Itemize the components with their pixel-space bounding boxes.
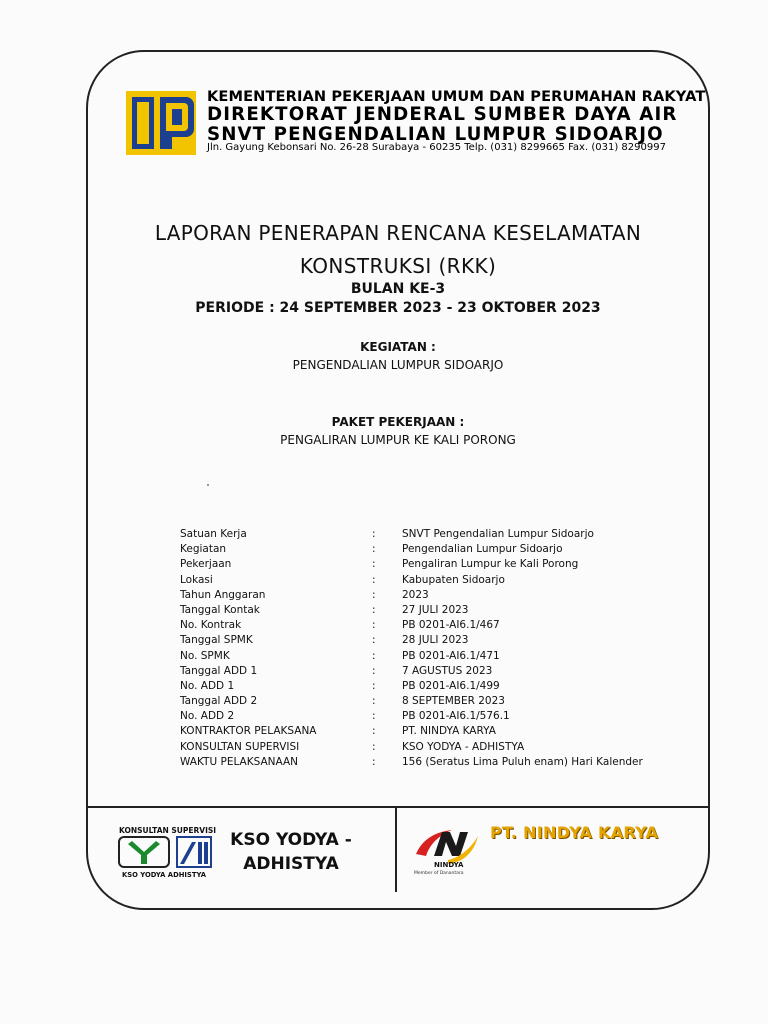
document-border bbox=[86, 50, 710, 910]
detail-value: 2023 bbox=[402, 588, 429, 601]
detail-label: Tanggal Kontak bbox=[180, 603, 260, 616]
detail-label: KONSULTAN SUPERVISI bbox=[180, 740, 300, 753]
detail-colon: : bbox=[372, 573, 376, 586]
detail-label: No. ADD 2 bbox=[180, 710, 235, 723]
detail-colon: : bbox=[372, 619, 376, 632]
detail-colon: : bbox=[372, 710, 376, 723]
detail-label: No. Kontrak bbox=[180, 619, 242, 632]
detail-label: Lokasi bbox=[180, 573, 213, 586]
title-month: BULAN KE-3 bbox=[350, 281, 446, 297]
detail-value: Kabupaten Sidoarjo bbox=[402, 573, 505, 586]
consultant-name-line-1: KSO YODYA - bbox=[230, 830, 352, 850]
consultant-name bbox=[226, 828, 356, 876]
detail-colon: : bbox=[372, 543, 376, 556]
header-ministry: KEMENTERIAN PEKERJAAN UMUM DAN PERUMAHAN RAKYAT bbox=[207, 88, 706, 105]
detail-row bbox=[180, 649, 643, 664]
detail-value: PB 0201-AI6.1/467 bbox=[402, 619, 500, 632]
paket-value: PENGALIRAN LUMPUR KE KALI PORONG bbox=[280, 433, 516, 447]
detail-label: WAKTU PELAKSANAAN bbox=[180, 755, 299, 768]
adhistya-logo-icon bbox=[176, 836, 212, 868]
title-line-1: LAPORAN PENERAPAN RENCANA KESELAMATAN bbox=[154, 221, 642, 245]
header-address: Jln. Gayung Kebonsari No. 26-28 Surabaya - 60235 Telp. (031) 8299665 Fax. (031) 8290997 bbox=[207, 142, 666, 153]
contractor-name: PT. NINDYA KARYA bbox=[490, 823, 659, 842]
detail-value: Pengendalian Lumpur Sidoarjo bbox=[402, 543, 563, 556]
detail-value: 8 SEPTEMBER 2023 bbox=[402, 695, 505, 708]
detail-label: Tanggal SPMK bbox=[180, 634, 253, 647]
detail-label: Pekerjaan bbox=[180, 558, 232, 571]
detail-value: PB 0201-AI6.1/471 bbox=[402, 649, 500, 662]
detail-value: 27 JULI 2023 bbox=[402, 603, 469, 616]
nindya-wordmark: NINDYA bbox=[434, 861, 464, 869]
detail-value: PT. NINDYA KARYA bbox=[402, 725, 496, 738]
detail-row bbox=[180, 573, 643, 588]
detail-label: Satuan Kerja bbox=[180, 528, 247, 540]
detail-colon: : bbox=[372, 725, 376, 738]
title-line-2: KONSTRUKSI (RKK) bbox=[299, 254, 497, 278]
header-directorate: DIREKTORAT JENDERAL SUMBER DAYA AIR bbox=[207, 104, 678, 125]
footer-divider bbox=[86, 806, 710, 808]
detail-label: No. SPMK bbox=[180, 649, 230, 662]
detail-row bbox=[180, 740, 643, 755]
paket-label: PAKET PEKERJAAN : bbox=[331, 415, 465, 429]
detail-label: Tanggal ADD 1 bbox=[180, 664, 258, 677]
detail-value: 7 AGUSTUS 2023 bbox=[402, 664, 493, 677]
detail-row bbox=[180, 618, 643, 633]
pu-logo-icon bbox=[126, 91, 196, 155]
detail-label: Tahun Anggaran bbox=[180, 588, 266, 601]
nindya-tagline: Member of Danantara bbox=[414, 871, 464, 876]
detail-colon: : bbox=[372, 755, 376, 768]
detail-colon: : bbox=[372, 588, 376, 601]
detail-value: PB 0201-AI6.1/499 bbox=[402, 679, 500, 692]
detail-colon: : bbox=[372, 603, 376, 616]
detail-row bbox=[180, 755, 643, 770]
detail-label: Tanggal ADD 2 bbox=[180, 695, 258, 708]
kegiatan-value: PENGENDALIAN LUMPUR SIDOARJO bbox=[292, 358, 504, 372]
detail-value: PB 0201-AI6.1/576.1 bbox=[402, 710, 510, 723]
detail-row bbox=[180, 542, 643, 557]
consultant-name-line-2: ADHISTYA bbox=[243, 854, 339, 874]
detail-row bbox=[180, 679, 643, 694]
detail-row bbox=[180, 633, 643, 648]
consultant-label: KONSULTAN SUPERVISI bbox=[119, 826, 217, 835]
title-period: PERIODE : 24 SEPTEMBER 2023 - 23 OKTOBER 2023 bbox=[195, 300, 601, 316]
detail-value: KSO YODYA - ADHISTYA bbox=[402, 740, 525, 753]
detail-colon: : bbox=[372, 679, 376, 692]
detail-colon: : bbox=[372, 695, 376, 708]
detail-value: 28 JULI 2023 bbox=[402, 634, 469, 647]
detail-label: KONTRAKTOR PELAKSANA bbox=[180, 725, 317, 738]
detail-value: SNVT Pengendalian Lumpur Sidoarjo bbox=[402, 528, 594, 540]
detail-colon: : bbox=[372, 649, 376, 662]
detail-label: Kegiatan bbox=[180, 543, 227, 556]
detail-value: 156 (Seratus Lima Puluh enam) Hari Kalender bbox=[402, 755, 643, 768]
header-unit: SNVT PENGENDALIAN LUMPUR SIDOARJO bbox=[207, 124, 664, 145]
consultant-sub: KSO YODYA ADHISTYA bbox=[122, 871, 206, 879]
scan-speck bbox=[207, 484, 209, 486]
detail-row bbox=[180, 603, 643, 618]
detail-row bbox=[180, 557, 643, 572]
detail-row bbox=[180, 694, 643, 709]
footer-vertical-divider bbox=[395, 806, 397, 892]
detail-colon: : bbox=[372, 664, 376, 677]
detail-row bbox=[180, 588, 643, 603]
project-details bbox=[180, 527, 643, 770]
detail-row bbox=[180, 709, 643, 724]
detail-row bbox=[180, 724, 643, 739]
detail-colon: : bbox=[372, 740, 376, 753]
detail-colon: : bbox=[372, 528, 376, 540]
detail-colon: : bbox=[372, 634, 376, 647]
detail-colon: : bbox=[372, 558, 376, 571]
kegiatan-label: KEGIATAN : bbox=[360, 340, 436, 354]
detail-value: Pengaliran Lumpur ke Kali Porong bbox=[402, 558, 579, 571]
yodya-logo-icon bbox=[118, 836, 170, 868]
detail-label: No. ADD 1 bbox=[180, 679, 235, 692]
detail-row bbox=[180, 527, 643, 542]
detail-row bbox=[180, 664, 643, 679]
